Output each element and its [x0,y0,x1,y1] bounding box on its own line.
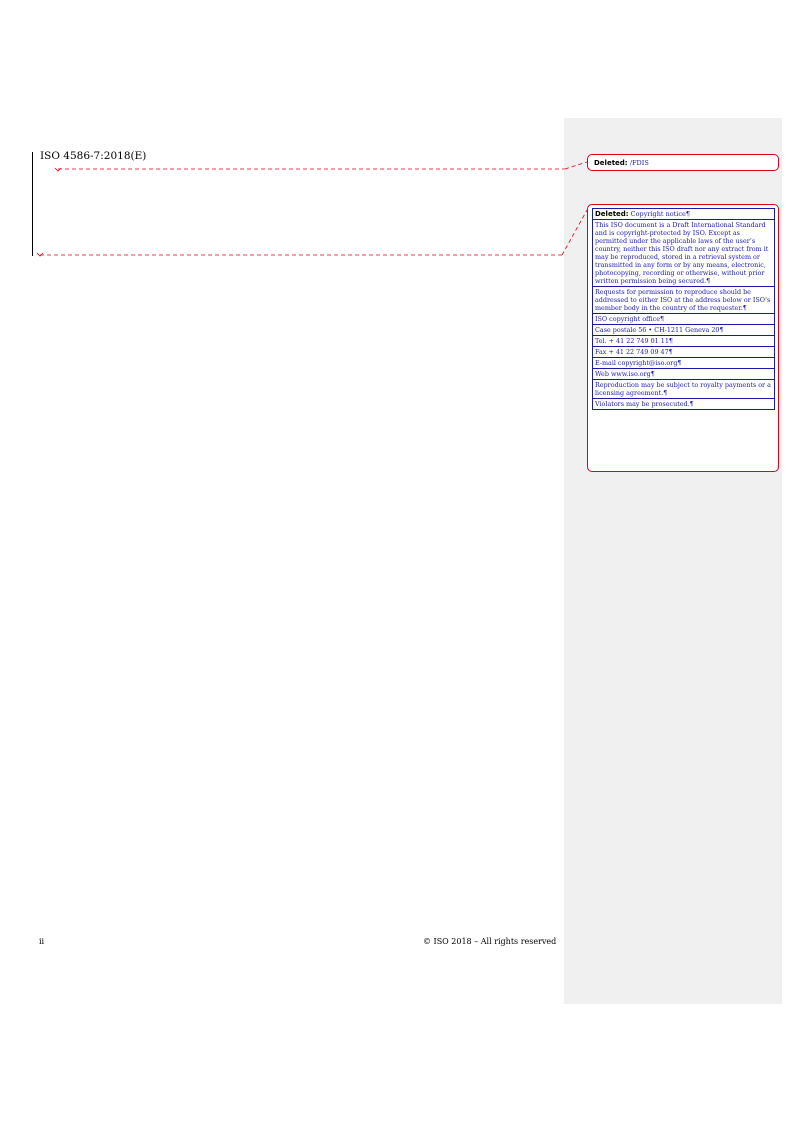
connector-fdis [58,162,587,169]
deleted-paragraph: Violators may be prosecuted.¶ [592,398,775,410]
deleted-paragraph: Tel. + 41 22 749 01 11¶ [592,335,775,346]
deleted-paragraph: This ISO document is a Draft International Standard and is copyright-protected by ISO. Except as permitted under the applicable laws of the user’s country, neither this ISO draft nor any extract from it may be reproduced, stored in a retrieval system or transmitted in any form or by any means, electronic, photocopying, recording or otherwise, without prior written permission being secured.¶ [592,219,775,286]
deleted-paragraph: Reproduction may be subject to royalty payments or a licensing agreement.¶ [592,379,775,398]
deleted-paragraph: ISO copyright office¶ [592,313,775,324]
deleted-title: Copyright notice¶ [630,210,691,218]
footer-copyright: © ISO 2018 – All rights reserved [423,937,557,946]
deleted-paragraph: Requests for permission to reproduce should be addressed to either ISO at the address below or ISO’s member body in the country of the requester.¶ [592,286,775,313]
deleted-paragraph: E-mail copyright@iso.org¶ [592,357,775,368]
page-number: ii [39,937,45,946]
deleted-paragraph: Web www.iso.org¶ [592,368,775,379]
deleted-paragraph: Case postale 56 • CH-1211 Geneva 20¶ [592,324,775,335]
deleted-label: Deleted: [594,159,628,167]
deleted-label: Deleted: [595,210,629,218]
comment-balloon-copyright[interactable] [587,204,779,472]
comment-balloon-fdis[interactable] [587,154,779,171]
change-bar [32,152,33,256]
insertion-caret-1 [55,168,61,171]
insertion-caret-2 [37,253,43,256]
deleted-paragraph: Fax + 41 22 749 09 47¶ [592,346,775,357]
connector-copyright [40,210,587,255]
deleted-text: /FDIS [629,159,649,167]
deleted-title-row [592,208,775,219]
page-header: ISO 4586-7:2018(E) [40,150,147,162]
